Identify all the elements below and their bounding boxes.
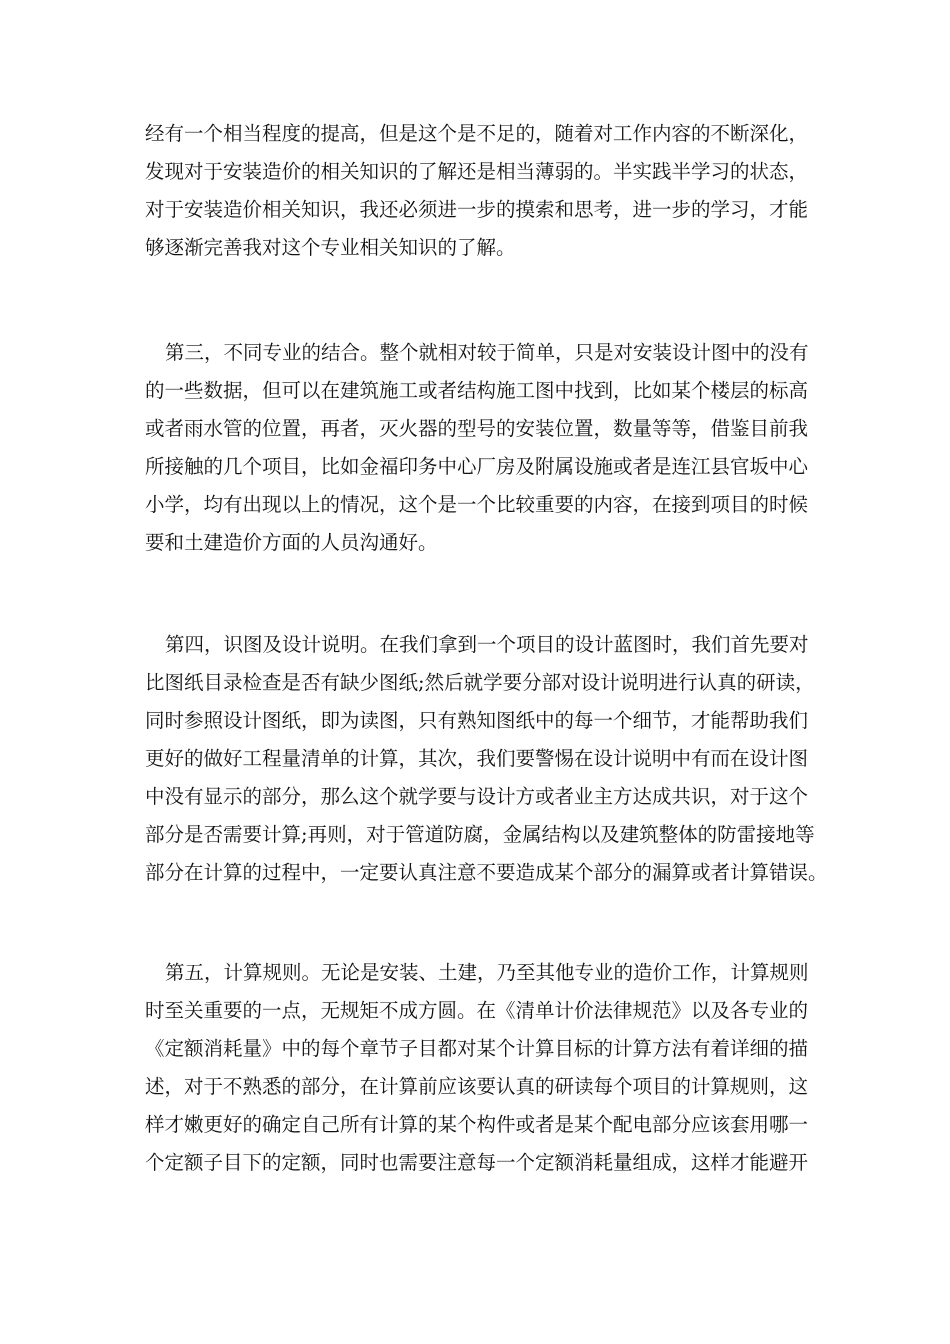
paragraph-fifth-point (145, 954, 810, 1182)
paragraph-third-point (145, 334, 810, 562)
text-line: 述，对于不熟悉的部分，在计算前应该要认真的研读每个项目的计算规则，这 (145, 1075, 809, 1098)
text-line: 同时参照设计图纸，即为读图，只有熟知图纸中的每一个细节，才能帮助我们 (145, 709, 809, 732)
text-line: 第四，识图及设计说明。在我们拿到一个项目的设计蓝图时，我们首先要对 (165, 633, 809, 656)
text-line: 部分在计算的过程中，一定要认真注意不要造成某个部分的漏算或者计算错误。 (145, 861, 828, 884)
text-line: 更好的做好工程量清单的计算，其次，我们要警惕在设计说明中有而在设计图 (145, 747, 809, 770)
text-line: 小学，均有出现以上的情况，这个是一个比较重要的内容，在接到项目的时候 (145, 493, 809, 516)
text-line: 个定额子目下的定额，同时也需要注意每一个定额消耗量组成，这样才能避开 (145, 1151, 809, 1174)
text-line: 经有一个相当程度的提高，但是这个是不足的，随着对工作内容的不断深化， (145, 122, 809, 145)
text-line: 发现对于安装造价的相关知识的了解还是相当薄弱的。半实践半学习的状态， (145, 160, 809, 183)
paragraph-continuation (145, 115, 810, 267)
text-line: 部分是否需要计算;再则，对于管道防腐，金属结构以及建筑整体的防雷接地等 (145, 823, 815, 846)
text-line: 对于安装造价相关知识，我还必须进一步的摸索和思考，进一步的学习，才能 (145, 198, 809, 221)
text-line: 要和土建造价方面的人员沟通好。 (145, 531, 438, 554)
text-line: 的一些数据，但可以在建筑施工或者结构施工图中找到，比如某个楼层的标高 (145, 379, 809, 402)
text-line: 第三，不同专业的结合。整个就相对较于简单，只是对安装设计图中的没有 (165, 341, 809, 364)
paragraph-fourth-point (145, 626, 828, 892)
text-line: 或者雨水管的位置，再者，灭火器的型号的安装位置，数量等等，借鉴目前我 (145, 417, 809, 440)
text-line: 中没有显示的部分，那么这个就学要与设计方或者业主方达成共识，对于这个 (145, 785, 809, 808)
text-line: 所接触的几个项目，比如金福印务中心厂房及附属设施或者是连江县官坂中心 (145, 455, 809, 478)
text-line: 样才嫩更好的确定自己所有计算的某个构件或者是某个配电部分应该套用哪一 (145, 1113, 809, 1136)
text-line: 够逐渐完善我对这个专业相关知识的了解。 (145, 236, 516, 259)
text-line: 比图纸目录检查是否有缺少图纸;然后就学要分部对设计说明进行认真的研读， (145, 671, 815, 694)
text-line: 《定额消耗量》中的每个章节子目都对某个计算目标的计算方法有着详细的描 (145, 1037, 809, 1060)
text-line: 第五，计算规则。无论是安装、土建，乃至其他专业的造价工作，计算规则 (165, 961, 809, 984)
text-line: 时至关重要的一点，无规矩不成方圆。在《清单计价法律规范》以及各专业的 (145, 999, 809, 1022)
